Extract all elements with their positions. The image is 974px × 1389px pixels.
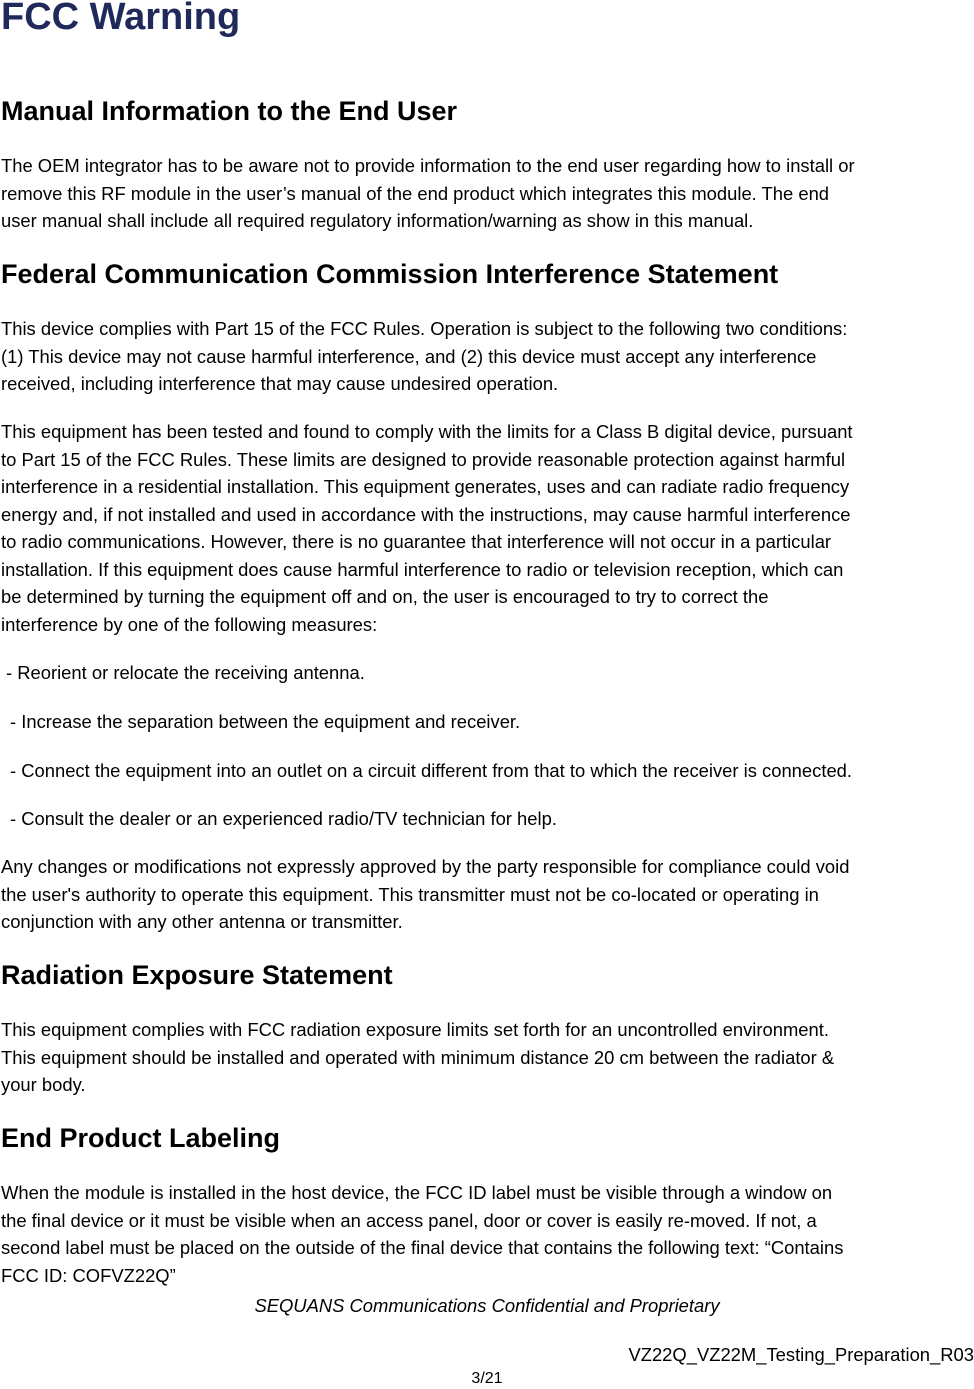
- paragraph-end-product-labeling: [1, 1179, 973, 1289]
- text-line: user manual shall include all required regulatory information/warning as show in this manual.: [1, 210, 754, 231]
- paragraph-radiation-exposure: [1, 1016, 973, 1099]
- text-line: The OEM integrator has to be aware not to provide information to the end user regarding how to install or: [1, 155, 855, 176]
- bullet-item: - Increase the separation between the equipment and receiver.: [10, 711, 521, 732]
- footer-document-id: VZ22Q_VZ22M_Testing_Preparation_R03: [628, 1344, 974, 1365]
- paragraph-fcc-conditions: [1, 315, 973, 398]
- text-line: to Part 15 of the FCC Rules. These limits are designed to provide reasonable protection against harmful: [1, 448, 846, 470]
- heading-manual-information: Manual Information to the End User: [1, 96, 458, 126]
- text-line: interference in a residential installation. This equipment generates, uses and can radiate radio frequency: [1, 476, 850, 497]
- text-line: FCC ID: COFVZ22Q”: [1, 1264, 176, 1286]
- bullet-item: - Connect the equipment into an outlet on a circuit different from that to which the receiver is connected.: [10, 760, 853, 781]
- text-line: conjunction with any other antenna or transmitter.: [1, 911, 403, 932]
- text-line: energy and, if not installed and used in accordance with the instructions, may cause harmful interference: [1, 503, 851, 525]
- paragraph-fcc-changes: [1, 853, 973, 936]
- footer-confidential-notice: SEQUANS Communications Confidential and Proprietary: [254, 1295, 720, 1316]
- text-line: to radio communications. However, there is no guarantee that interference will not occur in a particular: [1, 531, 832, 552]
- text-line: your body.: [1, 1074, 86, 1095]
- text-line: When the module is installed in the host device, the FCC ID label must be visible through a window on: [1, 1182, 833, 1203]
- text-line: the final device or it must be visible when an access panel, door or cover is easily re-moved. If not, a: [1, 1209, 817, 1231]
- text-line: This equipment has been tested and found to comply with the limits for a Class B digital device, pursuant: [1, 421, 853, 442]
- text-line: interference by one of the following measures:: [1, 613, 378, 635]
- heading-end-product-labeling: End Product Labeling: [1, 1123, 281, 1153]
- text-line: second label must be placed on the outside of the final device that contains the following text: “Contains: [1, 1237, 844, 1258]
- footer-page-number: 3/21: [471, 1370, 503, 1387]
- text-line: remove this RF module in the user’s manual of the end product which integrates this module. The end: [1, 182, 830, 204]
- heading-fcc-interference: Federal Communication Commission Interference Statement: [1, 259, 779, 289]
- bullet-item: - Reorient or relocate the receiving antenna.: [6, 662, 365, 683]
- text-line: received, including interference that may cause undesired operation.: [1, 373, 559, 394]
- page-title: FCC Warning: [1, 0, 241, 38]
- bullet-item: - Consult the dealer or an experienced radio/TV technician for help.: [10, 808, 557, 829]
- text-line: This device complies with Part 15 of the FCC Rules. Operation is subject to the following two conditions:: [1, 318, 848, 339]
- paragraph-fcc-class-b: [1, 418, 973, 638]
- paragraph-manual-information: [1, 152, 973, 235]
- text-line: This equipment should be installed and operated with minimum distance 20 cm between the radiator &: [1, 1046, 835, 1068]
- text-line: (1) This device may not cause harmful interference, and (2) this device must accept any interference: [1, 345, 817, 367]
- heading-radiation-exposure: Radiation Exposure Statement: [1, 960, 393, 990]
- text-line: be determined by turning the equipment off and on, the user is encouraged to try to correct the: [1, 586, 769, 607]
- text-line: Any changes or modifications not expressly approved by the party responsible for compliance could void: [1, 856, 850, 877]
- text-line: the user's authority to operate this equipment. This transmitter must not be co-located or operating in: [1, 883, 819, 905]
- text-line: installation. If this equipment does cause harmful interference to radio or television reception, which can: [1, 558, 844, 580]
- text-line: This equipment complies with FCC radiation exposure limits set forth for an uncontrolled environment.: [1, 1019, 829, 1040]
